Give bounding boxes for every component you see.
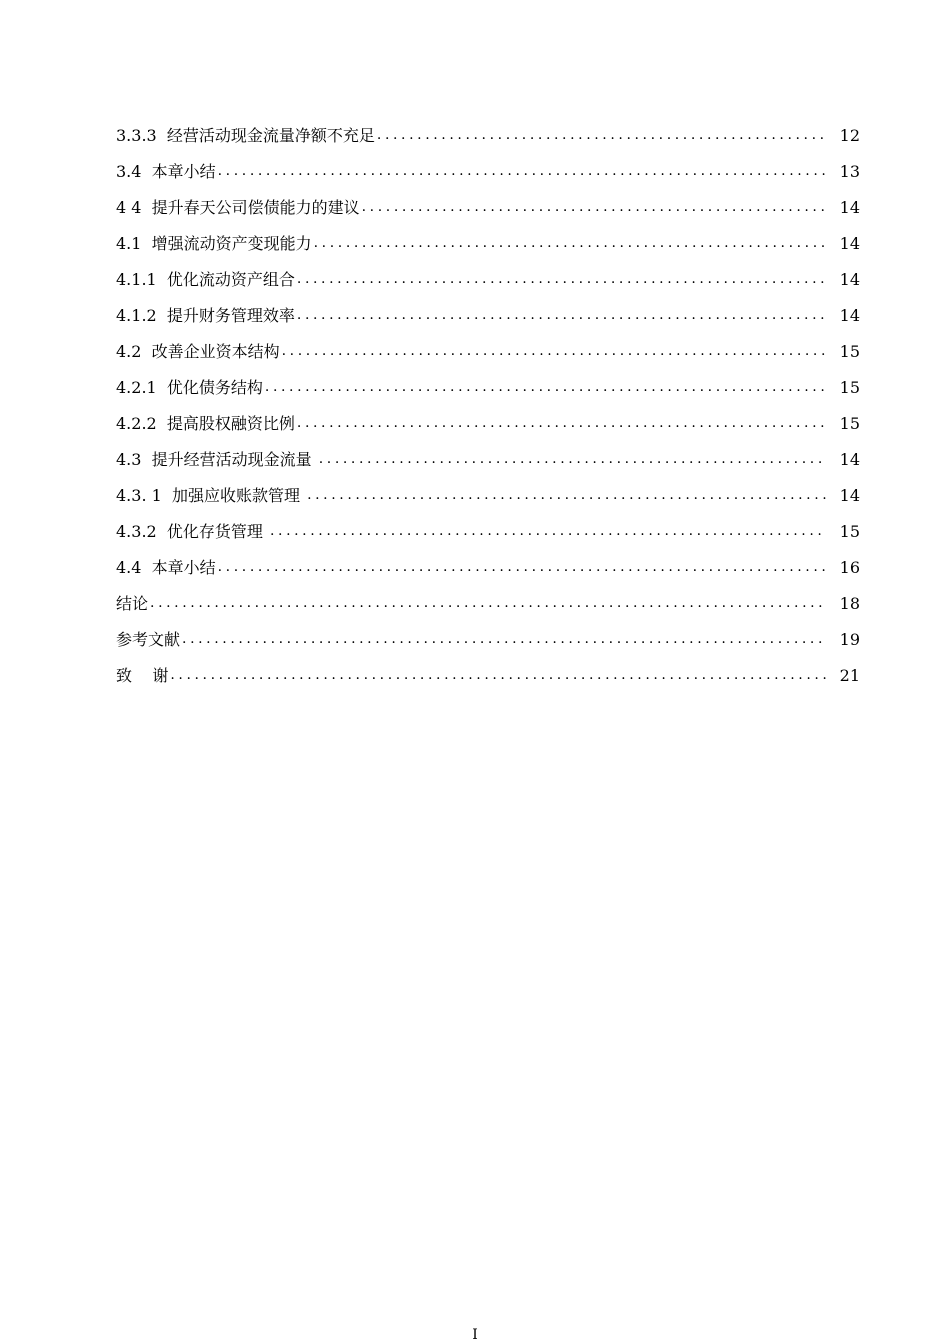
toc-dot-leader [314,231,826,255]
toc-entry[interactable] [116,478,860,514]
toc-entry-page: 15 [839,414,860,433]
toc-entry[interactable] [116,658,860,694]
toc-entry-page: 16 [839,558,860,577]
toc-dot-leader [218,159,826,183]
table-of-contents [116,118,860,694]
toc-entry[interactable] [116,442,860,478]
toc-dot-leader [265,375,826,399]
toc-dot-leader [182,627,826,651]
toc-dot-leader [218,555,826,579]
toc-entry-label: 4.1.1 优化流动资产组合 [116,270,295,289]
toc-entry-page: 12 [839,126,860,145]
toc-entry[interactable] [116,118,860,154]
toc-entry-page: 15 [839,378,860,397]
toc-entry-page: 13 [839,162,860,181]
toc-entry[interactable] [116,586,860,622]
toc-entry-label: 3.4 本章小结 [116,162,216,181]
toc-entry-label: 结论 [116,594,149,613]
toc-entry-label: 3.3.3 经营活动现金流量净额不充足 [116,126,375,145]
toc-entry-label: 4.4 本章小结 [116,558,216,577]
toc-entry-label: 4.3.2 优化存货管理 [116,522,268,541]
toc-entry[interactable] [116,406,860,442]
toc-entry-page: 14 [839,450,860,469]
toc-dot-leader [150,591,826,615]
toc-entry[interactable] [116,154,860,190]
toc-dot-leader [297,267,826,291]
toc-entry-page: 14 [839,486,860,505]
toc-dot-leader [297,303,826,327]
toc-entry-page: 14 [839,234,860,253]
toc-entry-page: 15 [839,522,860,541]
toc-entry-label: 4.1.2 提升财务管理效率 [116,306,295,325]
toc-entry-page: 19 [839,630,860,649]
toc-entry-label: 4.2.2 提高股权融资比例 [116,414,295,433]
toc-entry-label: 4.1 增强流动资产变现能力 [116,234,312,253]
toc-entry-label: 4.3 提升经营活动现金流量 [116,450,317,469]
toc-entry[interactable] [116,226,860,262]
toc-entry-page: 14 [839,306,860,325]
toc-entry-label: 致 谢 [116,666,169,685]
toc-entry-label: 参考文献 [116,630,181,649]
toc-dot-leader [170,663,825,687]
toc-entry[interactable] [116,622,860,658]
toc-dot-leader [362,195,826,219]
toc-entry[interactable] [116,334,860,370]
toc-dot-leader [270,519,826,543]
toc-entry-label: 4 4 提升春天公司偿债能力的建议 [116,198,360,217]
toc-dot-leader [282,339,826,363]
toc-entry[interactable] [116,370,860,406]
toc-entry-page: 18 [839,594,860,613]
toc-entry[interactable] [116,550,860,586]
toc-entry[interactable] [116,514,860,550]
toc-entry[interactable] [116,298,860,334]
page-number: I [472,1327,478,1343]
toc-entry-page: 15 [839,342,860,361]
toc-entry[interactable] [116,190,860,226]
toc-entry-page: 14 [839,270,860,289]
toc-entry-label: 4.2.1 优化债务结构 [116,378,263,397]
toc-dot-leader [307,483,826,507]
toc-entry-page: 14 [839,198,860,217]
toc-entry[interactable] [116,262,860,298]
toc-dot-leader [377,123,826,147]
toc-entry-label: 4.3. 1 加强应收账款管理 [116,486,306,505]
toc-entry-page: 21 [839,666,860,685]
toc-dot-leader [319,447,826,471]
toc-dot-leader [297,411,826,435]
toc-entry-label: 4.2 改善企业资本结构 [116,342,280,361]
